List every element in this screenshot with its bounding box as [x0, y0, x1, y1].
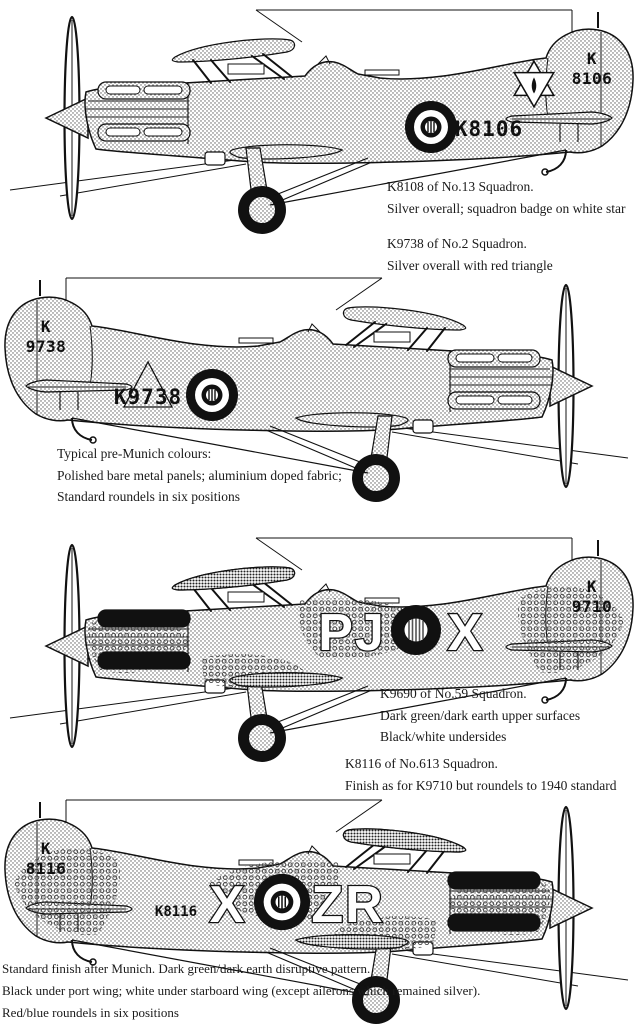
caption-line: Standard finish after Munich. Dark green/dark earth disruptive pattern.	[2, 961, 371, 976]
caption-line: Silver overall; squadron badge on white star	[387, 200, 626, 216]
caption-line: K8108 of No.13 Squadron.	[387, 179, 534, 194]
caption-pre-munich	[57, 443, 342, 508]
squadron-code-left: X	[209, 876, 247, 934]
caption-k9690	[380, 683, 580, 748]
caption-line: Dark green/dark earth upper surfaces	[380, 707, 581, 723]
caption-line: Black under port wing; white under starboard wing (except ailerons which remained silver).	[2, 982, 481, 998]
caption-line: Standard roundels in six positions	[57, 489, 240, 505]
tail-code-bottom: 9710	[571, 597, 613, 616]
caption-line: Red/blue roundels in six positions	[2, 1004, 179, 1020]
tail-code-bottom: 8116	[25, 859, 67, 878]
tail-code-top: K	[586, 49, 598, 68]
tail-code-bottom: 9738	[25, 337, 67, 356]
caption-post-munich	[2, 958, 480, 1023]
caption-line: K8116 of No.613 Squadron.	[345, 756, 498, 771]
caption-line: Silver overall with red triangle	[387, 257, 553, 273]
caption-line: K9690 of No.59 Squadron.	[380, 686, 527, 701]
squadron-code-right: X	[447, 604, 485, 662]
fuselage-serial: K8116	[154, 904, 198, 920]
caption-line: K9738 of No.2 Squadron.	[387, 236, 527, 251]
caption-line: Black/white undersides	[380, 729, 507, 745]
fuselage-serial: K8106	[454, 117, 524, 141]
squadron-code-left: PJ	[318, 604, 386, 662]
caption-line: Polished bare metal panels; aluminium doped fabric;	[57, 467, 342, 483]
fuselage-serial: K9738	[113, 385, 183, 409]
caption-line: Finish as for K9710 but roundels to 1940 standard	[345, 777, 617, 793]
tail-code-top: K	[586, 577, 598, 596]
tail-code-top: K	[40, 317, 52, 336]
caption-k8108	[387, 176, 625, 219]
squadron-code-right: ZR	[311, 876, 385, 934]
tail-code-top: K	[40, 839, 52, 858]
caption-line: Typical pre-Munich colours:	[57, 446, 212, 461]
tail-code-bottom: 8106	[571, 69, 613, 88]
